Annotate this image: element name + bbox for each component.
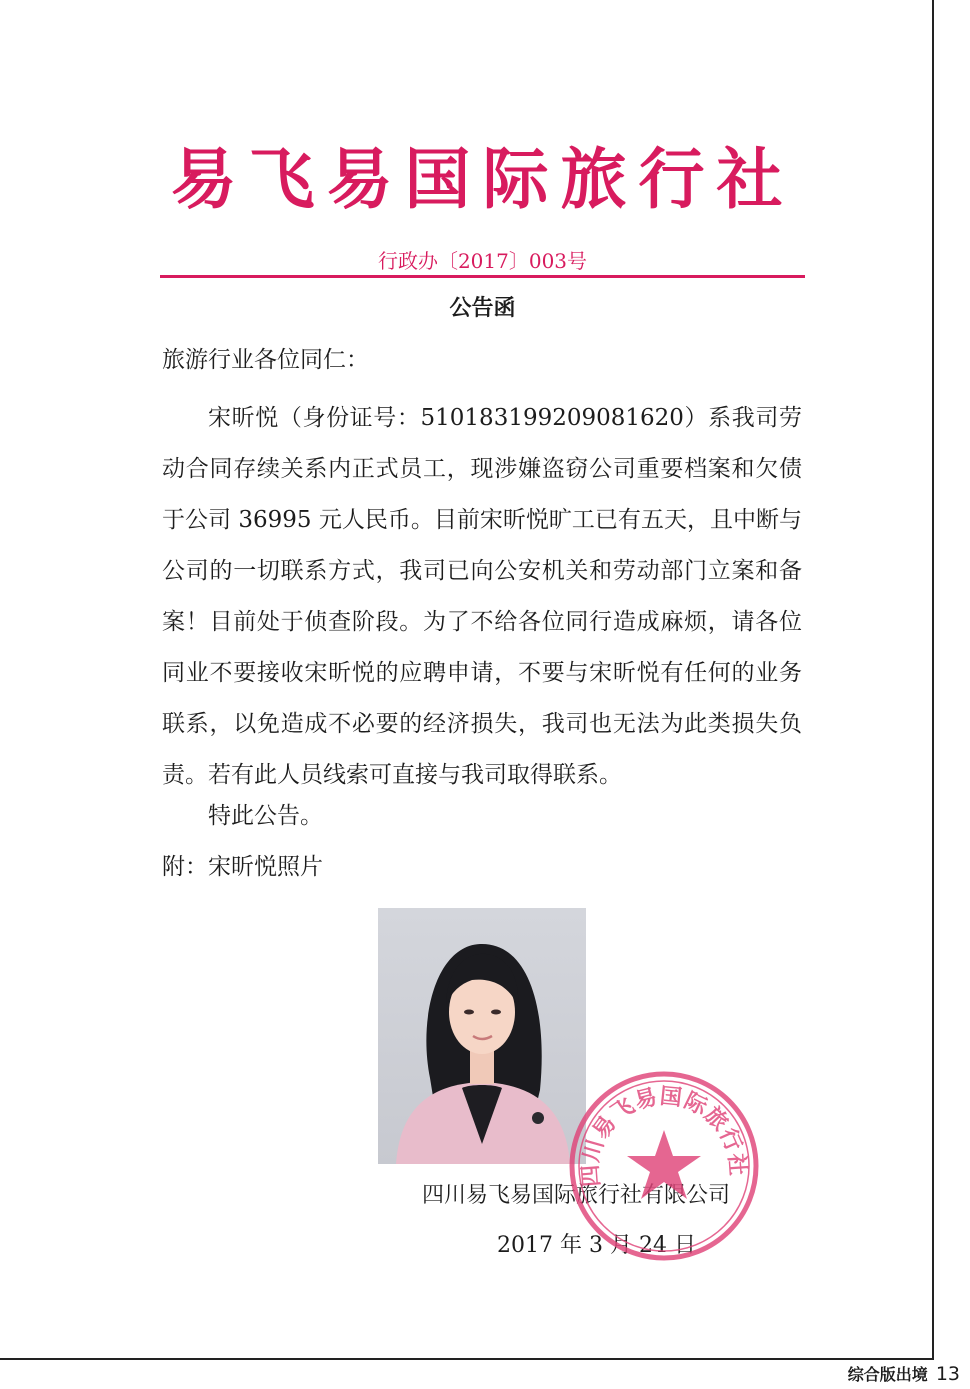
footer-page-number: 13: [935, 1363, 960, 1385]
signature-date: 2017 年 3 月 24 日: [497, 1233, 696, 1258]
closing-line: 特此公告。: [208, 803, 323, 829]
seal-graphic: [566, 1068, 762, 1264]
notice-body: 宋昕悦（身份证号：510183199209081620）系我司劳动合同存续关系内正式员工，现涉嫌盗窃公司重要档案和欠债于公司 36995 元人民币。目前宋昕悦旷工已有五天，且中断与公司的一切联系方式，我司已向公安机关和劳动部门立案和备案！目前处于侦查阶段。为了不给各位同行造成麻烦，请各位同业不要接收宋昕悦的应聘申请，不要与宋昕悦有任何的业务联系，以免造成不必要的经济损失，我司也无法为此类损失负责。若有此人员线索可直接与我司取得联系。: [162, 405, 802, 788]
page-footer: [848, 1361, 960, 1387]
seal-star-icon: [627, 1130, 701, 1199]
notice-title: 公告函: [449, 296, 516, 321]
footer-section-label: 综合版出境: [847, 1365, 928, 1384]
portrait-illustration: [378, 908, 586, 1164]
letterhead-divider: [160, 275, 805, 278]
employee-photo: [378, 908, 586, 1164]
document-number: 行政办〔2017〕003号: [377, 249, 588, 273]
seal-text: 四川易飞易国际旅行社: [578, 1084, 750, 1188]
signature-company: 四川易飞易国际旅行社有限公司: [422, 1183, 731, 1208]
company-seal: [566, 1068, 762, 1264]
letterhead-company-name: 易飞易国际旅行社: [170, 141, 795, 218]
attachment-label: 附：宋昕悦照片: [162, 854, 323, 880]
salutation: 旅游行业各位同仁：: [162, 347, 369, 373]
